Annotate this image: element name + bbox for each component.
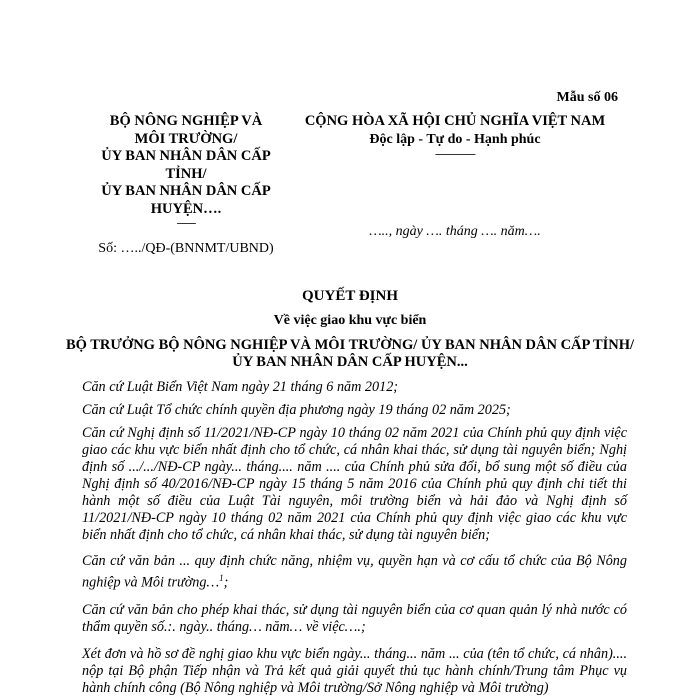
authority-line: TỈNH/ bbox=[165, 165, 207, 182]
nation-name: CỘNG HÒA XÃ HỘI CHỦ NGHĨA VIỆT NAM bbox=[304, 113, 606, 129]
punctuation: ; bbox=[223, 574, 229, 591]
national-motto: Độc lập - Tự do - Hạnh phúc bbox=[369, 131, 541, 147]
legal-basis-paragraph: Căn cứ Luật Biển Việt Nam ngày 21 tháng 6 năm 2012; bbox=[82, 379, 399, 395]
form-number: Mẫu số 06 bbox=[556, 90, 618, 105]
decision-heading: QUYẾT ĐỊNH bbox=[302, 288, 398, 304]
motto-rule: --------------- bbox=[435, 148, 475, 160]
decision-title-block bbox=[60, 287, 640, 371]
decision-subject: Về việc giao khu vực biển bbox=[273, 313, 427, 328]
legal-basis-paragraph: Căn cứ Luật Tổ chức chính quyền địa phương ngày 19 tháng 02 năm 2025; bbox=[82, 402, 511, 418]
footnote-marker: 1 bbox=[219, 573, 224, 583]
authority-line: HUYỆN…. bbox=[150, 200, 222, 217]
decision-body bbox=[82, 379, 627, 700]
legal-basis-text: Căn cứ văn bản ... quy định chức năng, nhiệm vụ, quyền hạn và cơ cấu tổ chức của Bộ Nông nghiệp và Môi trường… bbox=[82, 553, 627, 591]
authority-line: ỦY BAN NHÂN DÂN CẤP bbox=[101, 183, 271, 199]
authority-line: BỘ NÔNG NGHIỆP VÀ bbox=[109, 113, 263, 129]
place-date-line: ….., ngày …. tháng …. năm…. bbox=[369, 224, 541, 239]
national-header bbox=[290, 113, 620, 241]
document-number: Số: …../QĐ-(BNNMT/UBND) bbox=[98, 241, 274, 256]
consideration-paragraph: Xét đơn và hồ sơ đề nghị giao khu vực biển ngày... tháng... năm ... của (tên tổ chức, cá nhân).... nộp tại Bộ phận Tiếp nhận và Trả kết quả giải quyết thủ tục hành chính/Trung tâm Phục vụ hành chính công (Bộ Nông nghiệp và Môi trường/Sở Nông nghiệp và Môi trường) bbox=[82, 645, 627, 696]
legal-basis-paragraph: Căn cứ văn bản cho phép khai thác, sử dụng tài nguyên biển của cơ quan quản lý nhà nước có thẩm quyền số.:. ngày.. tháng… năm… về việc….; bbox=[82, 601, 627, 635]
authority-line: ỦY BAN NHÂN DÂN CẤP bbox=[101, 148, 271, 164]
issuing-authority-title: BỘ TRƯỞNG BỘ NÔNG NGHIỆP VÀ MÔI TRƯỜNG/ ỦY BAN NHÂN DÂN CẤP TỈNH/ỦY BAN NHÂN DÂN CẤP HUYỆN... bbox=[65, 337, 635, 370]
legal-basis-paragraph: Căn cứ Nghị định số 11/2021/NĐ-CP ngày 10 tháng 02 năm 2021 của Chính phủ quy định việc giao các khu vực biển nhất định cho tổ chức, cá nhân khai thác, sử dụng tài nguyên biển; Nghị định số .../.../NĐ-CP ngày... tháng.... năm .... của Chính phủ sửa đổi, bổ sung một số điều của Nghị định số 40/2016/NĐ-CP ngày 15 tháng 5 năm 2016 của Chính phủ quy định chi tiết thi hành một số điều của Luật Tài nguyên, môi trường biển và hải đảo và Nghị định số 11/2021/NĐ-CP ngày 10 tháng 02 năm 2021 của Chính phủ quy định việc giao các khu vực biển nhất định cho tổ chức, cá nhân khai thác, sử dụng tài nguyên biển; bbox=[82, 425, 627, 543]
legal-basis-paragraph bbox=[82, 553, 627, 592]
issuing-authority-header bbox=[86, 113, 286, 258]
header-rule: ------- bbox=[176, 217, 196, 229]
authority-line: MÔI TRƯỜNG/ bbox=[134, 130, 238, 147]
